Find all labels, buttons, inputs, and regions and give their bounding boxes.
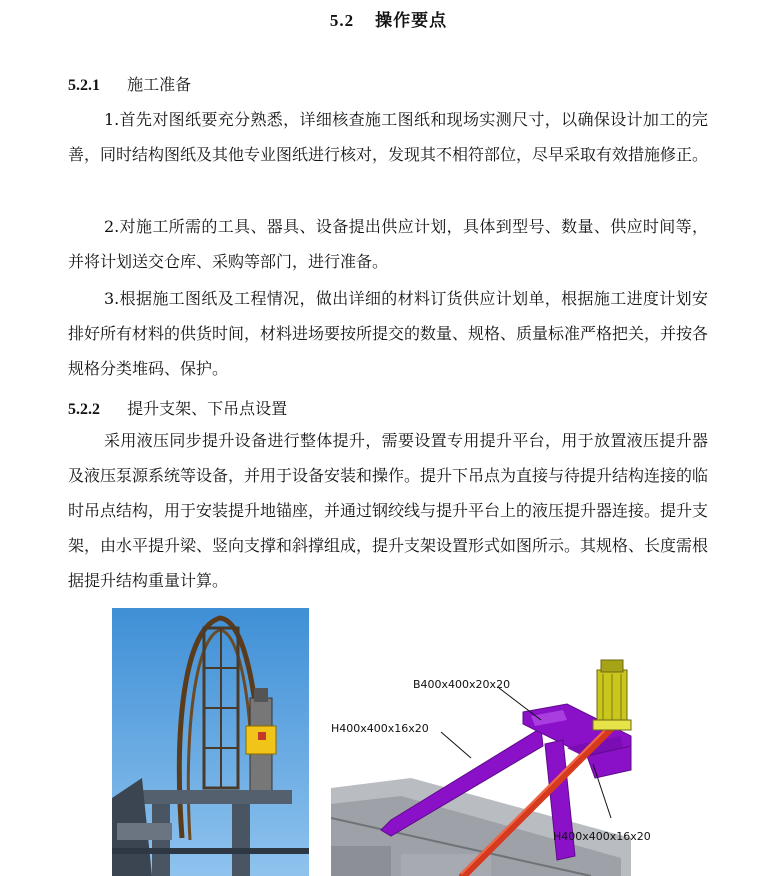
subsection-title-1: 施工准备: [127, 75, 192, 94]
lifting-frame-diagram: [331, 608, 661, 876]
subsection-heading-1: [68, 72, 191, 95]
section-title: 操作要点: [375, 11, 448, 31]
subsection-heading-2: [68, 396, 287, 419]
subsection-number-2: 5.2.2: [68, 401, 100, 418]
paragraph-1: 1.首先对图纸要充分熟悉，详细核查施工图纸和现场实测尺寸，以确保设计加工的完善，同时结构图纸及其他专业图纸进行核对，发现其不相符部位，尽早采取有效措施修正。: [68, 110, 709, 164]
section-heading: [0, 6, 777, 31]
section-number: 5.2: [329, 11, 355, 30]
subsection-number-1: 5.2.1: [68, 77, 100, 94]
subsection-title-2: 提升支架、下吊点设置: [127, 399, 288, 418]
box-beam-label: B400x400x20x20: [413, 678, 511, 691]
paragraph-4: 采用液压同步提升设备进行整体提升，需要设置专用提升平台，用于放置液压提升器及液压泵源系统等设备，并用于设备安装和操作。提升下吊点为直接与待提升结构连接的临时吊点结构，用于安装提升地锚座，并通过钢绞线与提升平台上的液压提升器连接。提升支架，由水平提升梁、竖向支撑和斜撑组成，提升支架设置形式如图所示。其规格、长度需根据提升结构重量计算。: [68, 431, 709, 590]
lifting-frame-diagram-art: [331, 608, 661, 876]
lifting-frame-photo-art: [112, 608, 309, 876]
paragraph-2: 2.对施工所需的工具、器具、设备提出供应计划，具体到型号、数量、供应时间等，并将计划送交仓库、采购等部门，进行准备。: [68, 217, 708, 271]
lifting-frame-photo: [112, 608, 309, 876]
paragraph-3: 3.根据施工图纸及工程情况，做出详细的材料订货供应计划单，根据施工进度计划安排好所有材料的供货时间，材料进场要按所提交的数量、规格、质量标准严格把关，并按各规格分类堆码、保护。: [68, 289, 709, 378]
diagonal-brace-label: H400x400x16x20: [331, 722, 429, 735]
vertical-support-label: H400x400x16x20: [553, 830, 651, 843]
